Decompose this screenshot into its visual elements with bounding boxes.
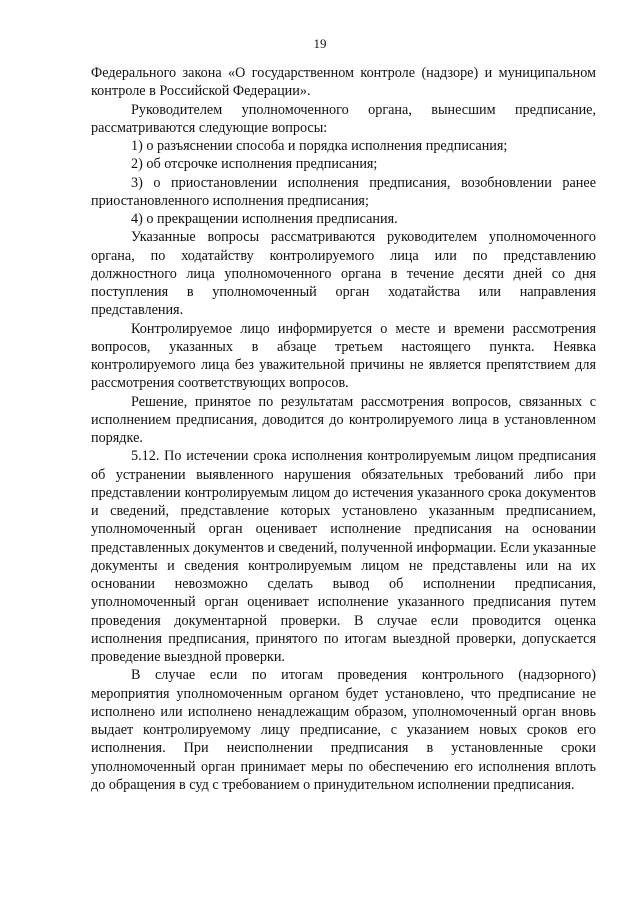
clause-5-12: [91, 447, 596, 666]
list-item-4: 4) о прекращении исполнения предписания.: [131, 211, 398, 227]
document-body: [91, 64, 596, 794]
paragraph-repeat-order: В случае если по итогам проведения контрольного (надзорного) мероприятия уполномоченным органом будет установлено, что предписание не исполнено или исполнено ненадлежащим образом, уполномоченный орган вновь выдает контролируемому лицу предписание, с указанием новых сроков его исполнения. При неисполнении предписания в установленные сроки уполномоченный орган принимает меры по обеспечению его исполнения вплоть до обращения в суд с требованием о принудительном исполнении предписания.: [91, 667, 596, 793]
list-item-1: 1) о разъяснении способа и порядка исполнения предписания;: [131, 138, 508, 154]
paragraph-questions-intro: Руководителем уполномоченного органа, вынесшим предписание, рассматриваются следующие вопросы:: [91, 101, 596, 136]
paragraph-notification: Контролируемое лицо информируется о месте и времени рассмотрения вопросов, указанных в абзаце третьем настоящего пункта. Неявка контролируемого лица без уважительной причины не является препятствием для рассмотрения соответствующих вопросов.: [91, 320, 596, 392]
clause-text: По истечении срока исполнения контролируемым лицом предписания об устранении выявленного нарушения обязательных требований либо при представлении контролируемым лицом до истечения указанного срока документов и сведений, представление которых установлено указанным предписанием, уполномоченный орган оценивает исполнение предписания на основании представленных документов и сведений, полученной информации. Если указанные документы и сведения контролируемым лицом не представлены или на их основании невозможно сделать вывод об исполнении предписания, уполномоченный орган оценивает исполнение указанного предписания путем проведения документарной проверки. В случае если проводится оценка исполнения предписания, принятого по итогам выездной проверки, допускается проведение выездной проверки.: [91, 448, 597, 665]
list-item-3: 3) о приостановлении исполнения предписания, возобновлении ранее приостановленного исполнения предписания;: [91, 174, 596, 209]
page-number: 19: [313, 36, 327, 51]
list-item-2: 2) об отсрочке исполнения предписания;: [131, 156, 378, 173]
paragraph-decision: Решение, принятое по результатам рассмотрения вопросов, связанных с исполнением предписания, доводится до контролируемого лица в установленном порядке.: [91, 393, 596, 446]
clause-number: 5.12.: [131, 448, 160, 465]
paragraph-review-procedure: Указанные вопросы рассматриваются руководителем уполномоченного органа, по ходатайству контролируемого лица или по представлению должностного лица уполномоченного органа в течение десяти дней со дня поступления в уполномоченный орган ходатайства или направления представления.: [91, 229, 596, 319]
paragraph-law-reference: Федерального закона «О государственном контроле (надзоре) и муниципальном контроле в Российской Федерации».: [91, 65, 596, 100]
